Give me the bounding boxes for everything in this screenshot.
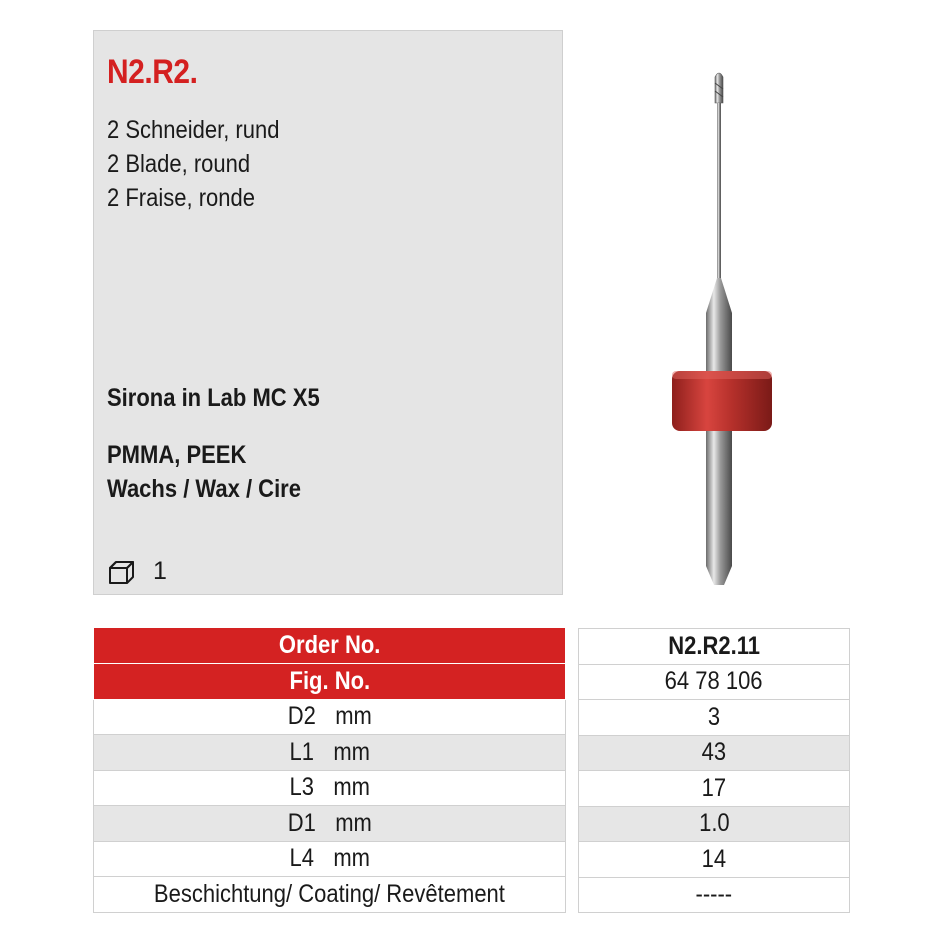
coating-label: Beschichtung/ Coating/ Revêtement [94,877,566,913]
fig-no-label: Fig. No. [94,664,566,700]
table-row [579,877,850,913]
order-no-label: Order No. [94,628,566,664]
spec-label: D2 mm [94,699,566,735]
fig-no-value: 64 78 106 [579,664,850,700]
milling-tool-image [662,65,782,600]
table-row [94,770,566,806]
table-row [579,771,850,807]
description-en: 2 Blade, round [107,150,251,178]
table-row [94,877,566,913]
spec-table-values [578,628,850,913]
description-de: 2 Schneider, rund [107,116,280,144]
table-row [579,700,850,736]
table-row [579,735,850,771]
description-fr: 2 Fraise, ronde [107,184,255,212]
table-row [94,699,566,735]
machine-name: Sirona in Lab MC X5 [107,384,320,412]
package-box-icon [107,559,135,585]
spec-value: 43 [579,735,850,771]
table-row [579,806,850,842]
spec-label: D1 mm [94,806,566,842]
spec-value: 17 [579,771,850,807]
spec-value: 1.0 [579,806,850,842]
table-row [94,735,566,771]
pack-info [107,557,167,586]
material-line: Wachs / Wax / Cire [107,475,301,503]
spec-value: 14 [579,842,850,878]
table-row [94,841,566,877]
spec-label: L4 mm [94,841,566,877]
table-row [94,806,566,842]
table-row [579,629,850,665]
coating-value: ----- [579,877,850,913]
materials [107,438,301,506]
table-row [94,628,566,664]
product-info-panel [93,30,563,595]
spec-table-labels [93,628,566,913]
spec-label: L3 mm [94,770,566,806]
spec-label: L1 mm [94,735,566,771]
table-row [579,664,850,700]
material-line: PMMA, PEEK [107,441,247,469]
product-descriptions [107,113,279,215]
table-row [94,664,566,700]
order-no-value: N2.R2.11 [579,629,850,665]
table-row [579,842,850,878]
pack-quantity: 1 [153,557,167,585]
spec-value: 3 [579,700,850,736]
product-code: N2.R2. [107,53,198,91]
